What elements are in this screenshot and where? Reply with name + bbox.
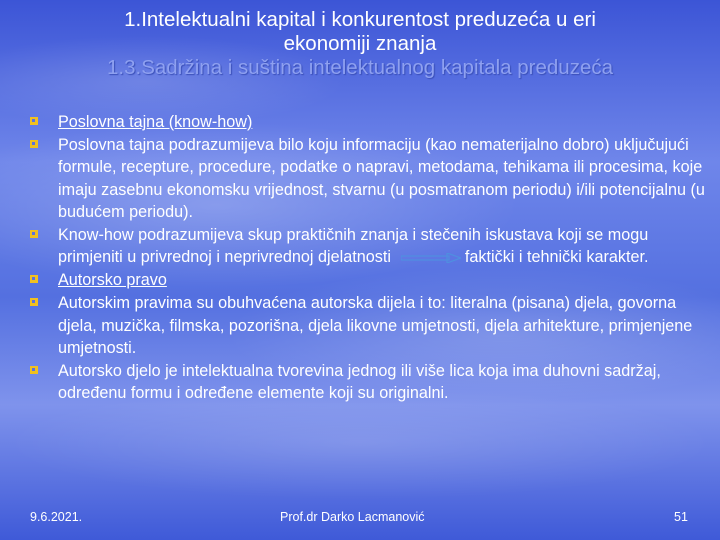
slide-title: [20, 8, 700, 80]
bullet-text-before-arrow: Know-how podrazumijeva skup praktičnih znanja i stečenih iskustava koji se mogu primjeniti u privrednoj i neprivrednoj djelatnosti: [58, 226, 649, 267]
slide-number: 51: [674, 510, 688, 524]
bullet-icon: [30, 230, 38, 238]
bullet-item-trade-secret-definition: [30, 134, 710, 224]
bullet-text-after-arrow: faktički i tehnički karakter.: [464, 248, 649, 267]
bullet-item-know-how: [30, 224, 710, 269]
title-line-2: ekonomiji znanja: [283, 32, 437, 55]
footer-date: 9.6.2021.: [30, 510, 83, 524]
bullet-item-copyright-works: [30, 292, 710, 359]
bullet-item-copyright-definition: [30, 360, 710, 405]
bullet-icon: [30, 298, 38, 306]
right-arrow-icon: [401, 253, 461, 263]
bullet-icon: [30, 366, 38, 374]
bullet-heading: Poslovna tajna (know-how): [58, 113, 253, 131]
bullet-icon: [30, 117, 38, 125]
bullet-icon: [30, 275, 38, 283]
footer-author: Prof.dr Darko Lacmanović: [280, 510, 425, 524]
title-line-1: 1.Intelektualni kapital i konkurentost preduzeća u eri: [124, 8, 596, 31]
bullet-text: Autorskim pravima su obuhvaćena autorska dijela i to: literalna (pisana) djela, govorna djela, muzička, filmska, pozorišna, djela likovne umjetnosti, djela arhitekture, primjenjene umjetnosti.: [58, 294, 693, 358]
bullet-item-trade-secret-heading: [30, 111, 710, 133]
bullet-item-copyright-heading: [30, 269, 710, 291]
section-subtitle: 1.3.Sadržina i suština intelektualnog kapitala preduzeća: [107, 56, 613, 79]
bullet-text: Autorsko djelo je intelektualna tvorevina jednog ili više lica koja ima duhovni sadržaj, određenu formu i određene elemente koji su originalni.: [58, 361, 661, 403]
bullet-heading: Autorsko pravo: [58, 271, 167, 290]
bullet-icon: [30, 140, 38, 148]
bullet-text: Poslovna tajna podrazumijeva bilo koju informaciju (kao nematerijalno dobro) uključujući formule, recepture, procedure, podatke o napravi, metodama, tehikama ili procesima, koje imaju zasebnu ekonomsku vrijednost, stvarnu (u posmatranom periodu) i/ili potencijalnu (u budućem periodu).: [58, 135, 705, 222]
bullet-list: [30, 111, 710, 405]
